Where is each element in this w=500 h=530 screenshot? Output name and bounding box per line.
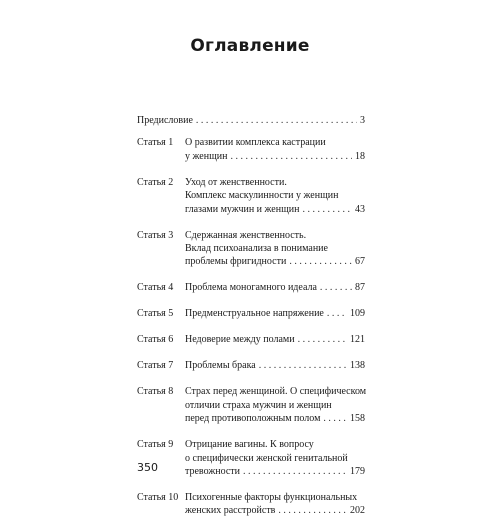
toc-page-number: 202 [350,505,365,517]
dot-leader [289,255,352,268]
toc-entry-label: Статья 4 [137,282,174,294]
toc-entry [137,307,365,320]
toc-entry [137,491,365,518]
toc-entry-title-line: женских расстройств [185,505,276,517]
toc-entry-title-line: глазами мужчин и женщин [185,203,300,215]
toc-page-number: 43 [355,203,365,215]
toc-entry [137,176,365,216]
toc-entry [137,438,365,478]
toc-entry-title-line: Предменструальное напряжение [185,308,324,320]
toc-entry [137,229,365,269]
dot-leader [327,307,347,320]
toc-article-list [137,136,365,517]
toc-entry [137,333,365,346]
toc-page-number: 138 [350,360,365,372]
toc-entry-title-line: перед противоположным полом [185,413,321,425]
toc-entry-preface [137,114,365,127]
dot-leader [196,114,357,127]
toc-entry-label: Статья 8 [137,386,174,398]
toc-entry [137,385,365,425]
toc-entry-title-line: Вклад психоанализа в понимание [185,243,328,255]
page-title: Оглавление [190,36,310,56]
toc-entry [137,136,365,163]
toc-page-number: 179 [350,466,365,478]
toc-entry-label: Статья 6 [137,334,174,346]
toc-page-number: 67 [355,256,365,268]
toc-entry-label: Статья 2 [137,176,174,188]
dot-leader [243,465,347,478]
toc-entry-title-line: Отрицание вагины. К вопросу [185,439,314,451]
toc-entry-title-line: Страх перед женщиной. О специфическом [185,386,367,398]
toc-entry-title-line: Сдержанная женственность. [185,229,307,241]
toc-entry-label: Статья 10 [137,492,179,504]
toc-entry-title: Предисловие [137,115,193,126]
toc-entry-label: Статья 9 [137,439,174,451]
dot-leader [323,412,347,425]
toc-entry-title-line: Комплекс маскулинности у женщин [185,190,339,202]
toc-entry-label: Статья 1 [137,137,174,149]
toc-page-number: 109 [350,308,365,320]
toc-entry-title-line: о специфически женской генитальной [185,452,348,464]
dot-leader [320,281,352,294]
dot-leader [278,504,347,517]
dot-leader [230,150,352,163]
page-number: 350 [137,461,158,474]
dot-leader [298,333,347,346]
table-of-contents [137,114,365,530]
toc-entry-title-line: отличии страха мужчин и женщин [185,399,332,411]
toc-entry-title-line: тревожности [185,466,241,478]
toc-entry-title-line: у женщин [185,150,228,162]
toc-page-number: 18 [355,150,365,162]
toc-entry [137,281,365,294]
toc-entry-label: Статья 5 [137,308,174,320]
toc-page-number: 121 [350,334,365,346]
dot-leader [303,203,352,216]
toc-entry [137,359,365,372]
toc-entry-title-line: Проблема моногамного идеала [185,282,317,294]
toc-entry-label: Статья 7 [137,360,174,372]
toc-page-number: 3 [360,115,365,126]
toc-entry-title-line: Психогенные факторы функциональных [185,492,358,504]
toc-page-number: 87 [355,282,365,294]
toc-entry-title-line: Недоверие между полами [185,334,295,346]
toc-entry-title-line: проблемы фригидности [185,256,287,268]
toc-page-number: 158 [350,413,365,425]
dot-leader [259,359,347,372]
toc-entry-title-line: Проблемы брака [185,360,256,372]
toc-entry-title-line: Уход от женственности. [185,176,287,188]
toc-entry-label: Статья 3 [137,229,174,241]
toc-entry-title-line: О развитии комплекса кастрации [185,137,326,149]
